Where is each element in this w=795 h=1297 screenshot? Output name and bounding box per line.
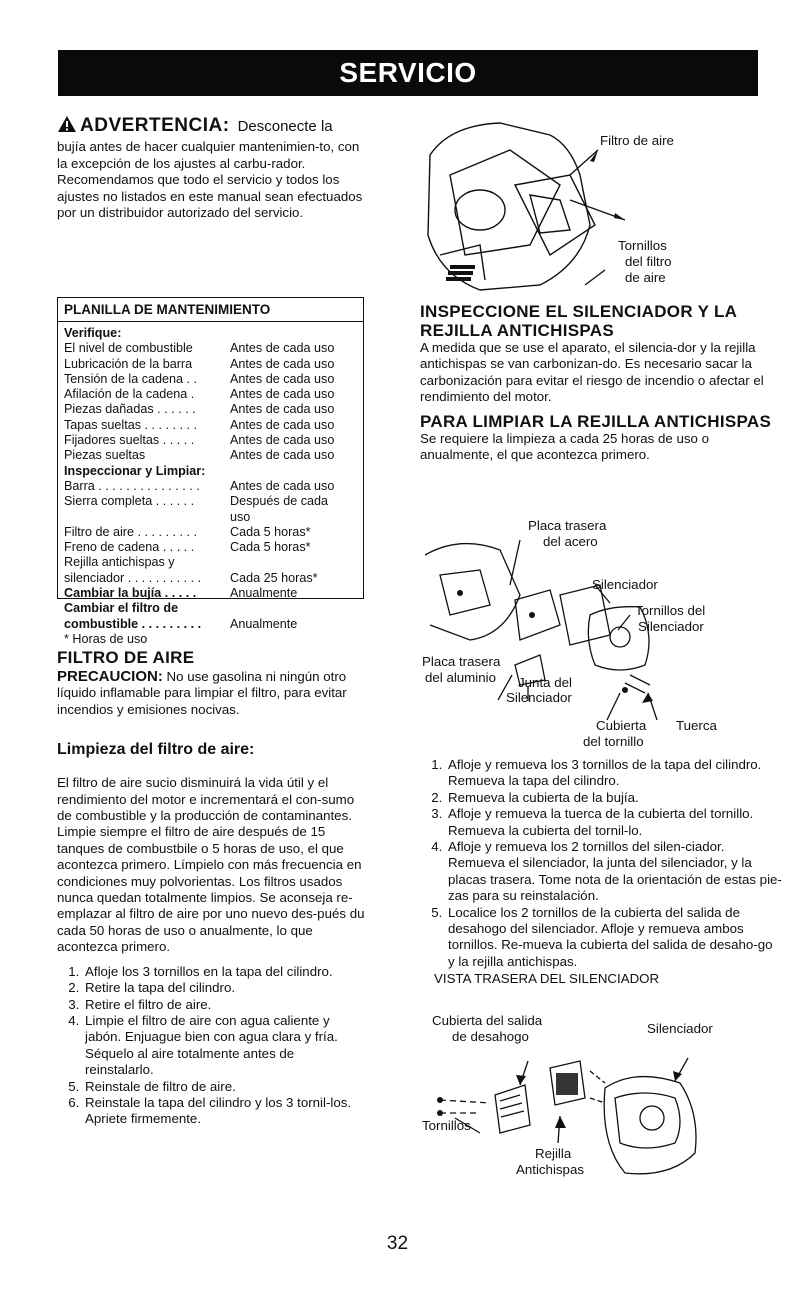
maintenance-when: Antes de cada uso (230, 402, 335, 417)
maintenance-when: Antes de cada uso (230, 356, 335, 371)
air-filter-figure (420, 115, 780, 305)
fig-label-screw-cover: Cubierta (596, 718, 647, 733)
step-item: 4. Afloje y remueva los 2 tornillos del silen-ciador. Remueva el silenciador, la junta del silenciador, y la placas trasera. Tome nota de la orientación de estas pie-zas para su reinstalación. (446, 839, 782, 905)
fig-label-screws: Tornillos (618, 238, 667, 253)
maintenance-when: Después de cada (230, 494, 329, 509)
air-filter-heading: FILTRO DE AIRE (57, 648, 195, 667)
caution-label: PRECAUCION: (57, 668, 163, 685)
maintenance-row (64, 586, 357, 601)
caution-text: No use gasolina ni ningún otro líquido inflamable para limpiar el filtro, para evitar incendios y emisiones nocivas. (57, 669, 347, 717)
fig-label-steel-plate: del acero (543, 534, 598, 549)
warning-title: ADVERTENCIA: (80, 115, 230, 136)
muffler-heading: INSPECCIONE EL SILENCIADOR Y LA REJILLA ANTICHISPAS (420, 302, 737, 340)
fig-label-alu-plate: Placa trasera (422, 654, 501, 669)
maintenance-row (64, 448, 357, 463)
step-item: 5. Reinstale de filtro de aire. (83, 1079, 365, 1095)
warning-block (57, 115, 367, 137)
maintenance-title: PLANILLA DE MANTENIMIENTO (58, 298, 363, 322)
air-filter-steps (57, 964, 365, 1128)
fig-label-gasket: Silenciador (506, 690, 572, 705)
step-item: 3. Afloje y remueva la tuerca de la cubierta del tornillo. Remueva la cubierta del tornil-lo. (446, 806, 782, 839)
muffler-steps-block (420, 757, 782, 988)
maintenance-when: Cada 5 horas* (230, 540, 311, 555)
step-item: 2. Retire la tapa del cilindro. (83, 980, 365, 996)
inspect-rows (64, 479, 357, 586)
maintenance-footnote: * Horas de uso (64, 631, 148, 646)
fig-label-air-filter: Filtro de aire (600, 133, 674, 148)
maintenance-item: Rejilla antichispas y (64, 555, 175, 570)
air-filter-caution (57, 669, 365, 718)
fig-label-muffler-screws: Silenciador (638, 619, 704, 634)
muffler-clean-heading: PARA LIMPIAR LA REJILLA ANTICHISPAS (420, 411, 772, 431)
maintenance-item: Lubricación de la barra (64, 356, 193, 371)
maintenance-item: Tensión de la cadena . . (64, 371, 198, 386)
step-item: 5. Localice los 2 tornillos de la cubierta del salida de desahogo del silenciador. Afloje y remueva ambos tornillos. Re-mueva la cubierta del salida de desaho-go y la rejilla antichispas. (446, 905, 782, 971)
fig-label-outlet-cover: Cubierta del salida (432, 1013, 543, 1028)
maintenance-row (64, 402, 357, 417)
maintenance-when: Antes de cada uso (230, 478, 335, 493)
maintenance-item: El nivel de combustible (64, 341, 193, 356)
muffler-text: A medida que se use el aparato, el silencia-dor y la rejilla antichispas se van carbonizan-do. Es necesario sacar la carbonización para evitar el riesgo de incendio o afectar el rendimiento del motor. (420, 340, 764, 405)
maintenance-when: Antes de cada uso (230, 387, 335, 402)
warning-lead: Desconecte la (237, 118, 333, 135)
maintenance-item: Afilación de la cadena . (64, 387, 195, 402)
maintenance-row (64, 571, 357, 586)
maintenance-when: Antes de cada uso (230, 341, 335, 356)
fig-label-screw-cover: del tornillo (583, 734, 644, 749)
step-item: 1. Afloje y remueva los 3 tornillos de la tapa del cilindro. Remueva la tapa del cilindro. (446, 757, 782, 790)
warning-text: bujía antes de hacer cualquier mantenimien-to, con la excepción de los ajustes al carbu-rador. (57, 139, 360, 171)
maintenance-row (64, 555, 357, 570)
page-header-banner: SERVICIO (58, 50, 758, 96)
fig-label-screen: Antichispas (516, 1162, 584, 1177)
maintenance-when: Antes de cada uso (230, 433, 335, 448)
verify-rows (64, 341, 357, 463)
rear-view-figure (420, 1013, 780, 1218)
step-item: 3. Retire el filtro de aire. (83, 997, 365, 1013)
maintenance-item: Sierra completa . . . . . . (64, 494, 195, 509)
fig-label-muffler: Silenciador (647, 1021, 713, 1036)
fig-label-screws: del filtro (625, 254, 672, 269)
maintenance-item: silenciador . . . . . . . . . . . (64, 570, 202, 585)
maintenance-when: Anualmente (230, 616, 298, 631)
maintenance-row (64, 341, 357, 356)
fig-label-nut: Tuerca (676, 718, 717, 733)
maintenance-row (64, 510, 357, 525)
maintenance-row (64, 433, 357, 448)
maintenance-item: combustible . . . . . . . . . (64, 616, 202, 631)
verify-heading: Verifique: (64, 326, 122, 340)
maintenance-row (64, 418, 357, 433)
fig-label-screws: de aire (625, 270, 666, 285)
maintenance-item (64, 510, 230, 525)
maintenance-item: Filtro de aire . . . . . . . . . (64, 524, 197, 539)
maintenance-when: Antes de cada uso (230, 417, 335, 432)
muffler-clean-text: Se requiere la limpieza a cada 25 horas de uso o anualmente, el que acontezca primero. (420, 430, 710, 463)
maintenance-when: Anualmente (230, 586, 298, 601)
warning-icon (57, 115, 77, 137)
step-item: 2. Remueva la cubierta de la bujía. (446, 790, 782, 806)
maintenance-when: Antes de cada uso (230, 371, 335, 386)
fig-label-outlet-cover: de desahogo (452, 1029, 529, 1044)
maintenance-row (64, 540, 357, 555)
maintenance-table (57, 297, 364, 646)
fig-label-screws: Tornillos (422, 1118, 471, 1133)
muffler-steps (420, 757, 782, 970)
maintenance-item: Barra . . . . . . . . . . . . . . . (64, 478, 200, 493)
maintenance-item: Fijadores sueltas . . . . . (64, 433, 195, 448)
maintenance-body (58, 322, 363, 651)
maintenance-item: Piezas sueltas (64, 448, 146, 463)
fig-label-steel-plate: Placa trasera (528, 518, 607, 533)
left-column (57, 115, 367, 221)
warning-recommend: Recomendamos que todo el servicio y todos los ajustes no listados en este manual sean efectuados por un distribuidor autorizado del servicio. (57, 172, 363, 221)
maintenance-row (64, 372, 357, 387)
maintenance-item: Tapas sueltas . . . . . . . . (64, 417, 197, 432)
maintenance-item: Cambiar la bujía . . . . . (64, 586, 197, 601)
maintenance-row (64, 617, 357, 632)
step-item: 4. Limpie el filtro de aire con agua caliente y jabón. Enjuague bien con agua clara y fría. Séquelo al aire totalmente antes de reinstalarlo. (83, 1013, 365, 1079)
maintenance-when: uso (230, 509, 251, 524)
fig-label-muffler-screws: Tornillos del (635, 603, 706, 618)
air-filter-section (57, 648, 365, 1128)
cleaning-heading: Limpieza del filtro de aire: (57, 741, 255, 759)
inspect-heading: Inspeccionar y Limpiar: (64, 463, 206, 478)
maintenance-item: Freno de cadena . . . . . (64, 540, 195, 555)
maintenance-row (64, 494, 357, 509)
step-item: 1. Afloje los 3 tornillos en la tapa del cilindro. (83, 964, 365, 980)
maintenance-item: Cambiar el filtro de (64, 601, 179, 616)
fig-label-muffler: Silenciador (592, 577, 658, 592)
maintenance-when: Cada 25 horas* (230, 570, 318, 585)
cleaning-text: El filtro de aire sucio disminuirá la vida útil y el rendimiento del motor e incrementará el con-sumo de combustible y la producción de contaminantes. Limpie siempre el filtro de aire después de 15 tanques de combustbile o 5 horas de uso, el que acontezca primero. Límpielo con más frecuencia en condiciones muy polvorientas. Los filtros usados nunca quedan totalmente limpios. Se aconseja re-emplazar al filtro de aire por uno nuevo des-pués du cada 50 horas de uso o anualmente, lo que acontezca primero. (57, 775, 365, 955)
maintenance-row (64, 357, 357, 372)
fig-label-screen: Rejilla (535, 1146, 572, 1161)
rear-view-title: VISTA TRASERA DEL SILENCIADOR (434, 971, 660, 987)
maintenance-when: Cada 5 horas* (230, 524, 311, 539)
muffler-section (420, 302, 782, 463)
page-number: 32 (386, 1233, 409, 1254)
maintenance-when: Antes de cada uso (230, 448, 335, 463)
fig-label-alu-plate: del aluminio (425, 670, 496, 685)
maintenance-row (64, 525, 357, 540)
step-item: 6. Reinstale la tapa del cilindro y los 3 tornil-los. Apriete firmemente. (83, 1095, 365, 1128)
muffler-figure (420, 515, 780, 775)
fig-label-gasket: Junta del (518, 675, 572, 690)
maintenance-row (64, 479, 357, 494)
maintenance-row (64, 387, 357, 402)
maintenance-when (230, 555, 357, 570)
maintenance-item: Piezas dañadas . . . . . . (64, 402, 196, 417)
